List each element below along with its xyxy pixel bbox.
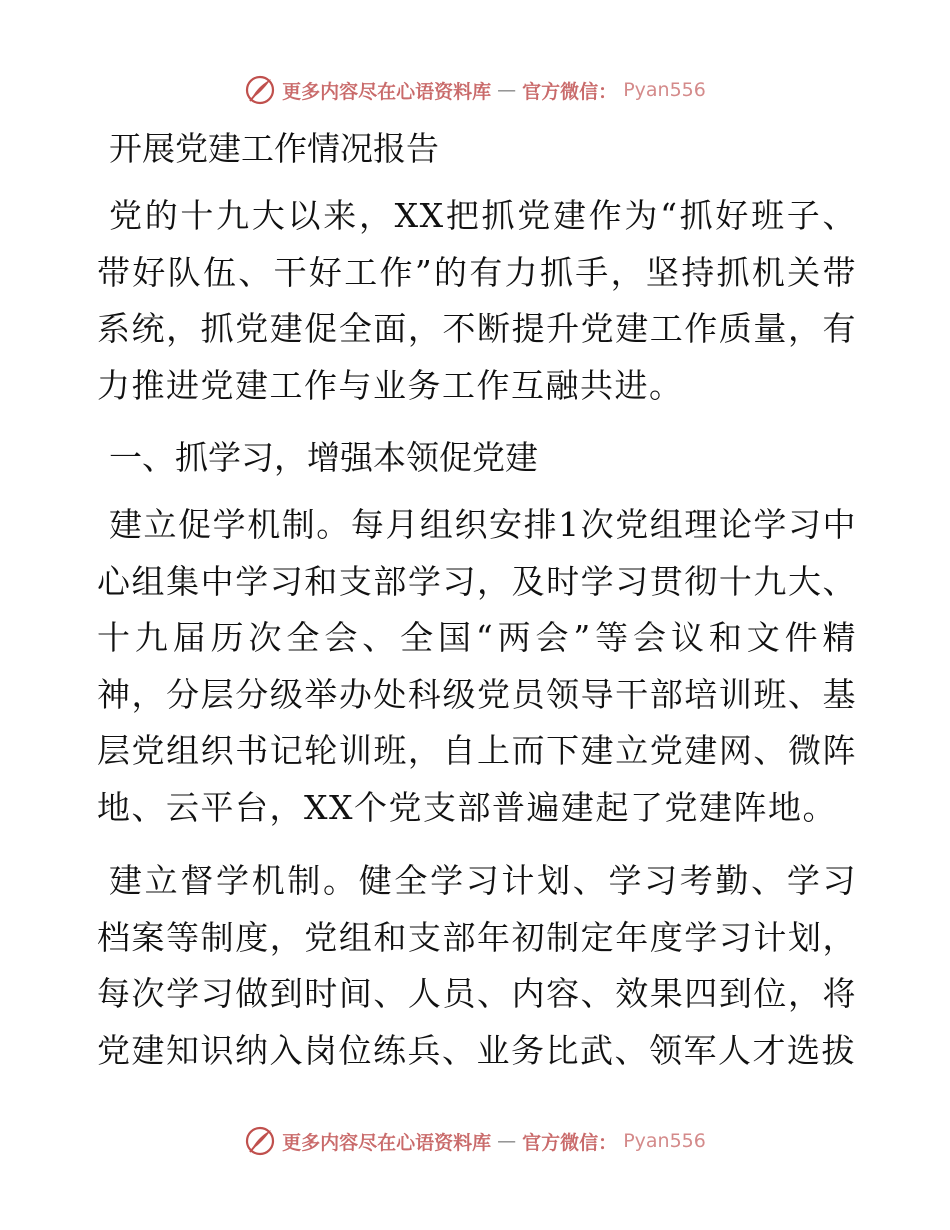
watermark-wechat-label: 官方微信：	[522, 80, 618, 103]
quill-logo-icon	[244, 74, 276, 106]
document-title: 开展党建工作情况报告	[109, 129, 439, 168]
section-paragraph-1: 建立促学机制。每月组织安排1次党组理论学习中心组集中学习和支部学习，及时学习贯彻十九大、十九届历次全会、全国“两会”等会议和文件精神，分层分级举办处科级党员领导干部培训班、基层党组织书记轮训班，自上而下建立党建网、微阵地、云平台，XX个党支部普遍建起了党建阵地。	[97, 505, 857, 827]
watermark-banner-bottom	[0, 1121, 950, 1161]
watermark-wechat-id: Pyan556	[623, 79, 706, 101]
watermark-text: 更多内容尽在心语资料库	[282, 1131, 492, 1154]
document-body	[97, 122, 857, 1096]
section-heading: 一、抓学习，增强本领促党建	[109, 438, 538, 477]
quill-logo-icon	[244, 1125, 276, 1157]
watermark-separator: —	[497, 1130, 517, 1152]
watermark-separator: —	[497, 79, 517, 101]
section-paragraph-2: 建立督学机制。健全学习计划、学习考勤、学习档案等制度，党组和支部年初制定年度学习计划，每次学习做到时间、人员、内容、效果四到位，将党建知识纳入岗位练兵、业务比武、领军人才选拔	[97, 861, 857, 1070]
watermark-banner-top	[0, 70, 950, 110]
watermark-wechat-id: Pyan556	[623, 1130, 706, 1152]
watermark-text: 更多内容尽在心语资料库	[282, 80, 492, 103]
watermark-wechat-label: 官方微信：	[522, 1131, 618, 1154]
intro-paragraph: 党的十九大以来，XX把抓党建作为“抓好班子、带好队伍、干好工作”的有力抓手，坚持抓机关带系统，抓党建促全面，不断提升党建工作质量，有力推进党建工作与业务工作互融共进。	[97, 196, 857, 405]
